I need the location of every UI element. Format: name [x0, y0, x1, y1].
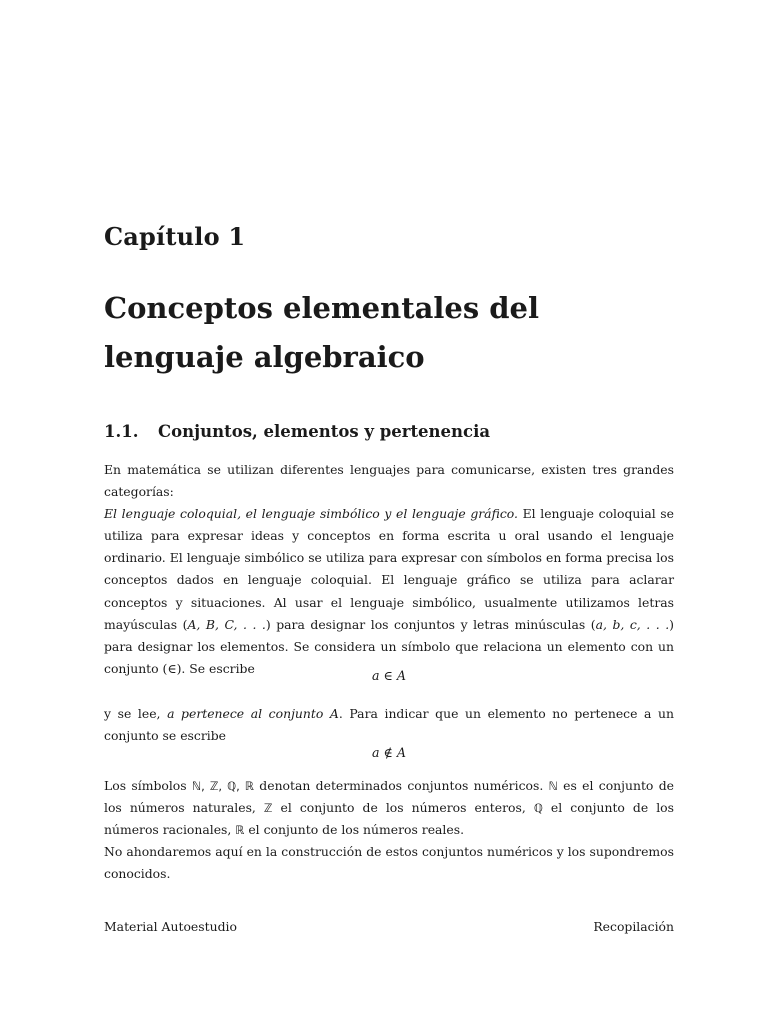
- formula-belongs: a ∈ A: [372, 668, 406, 683]
- symbol-naturals: ℕ: [548, 779, 558, 793]
- languages-text-c: ) para designar los elementos. Se considera un símbolo que relaciona un elemento con un conjunto (∈). Se escribe: [104, 616, 675, 676]
- chapter-title: Conceptos elementales del lenguaje algebraico: [104, 291, 540, 374]
- section-number: 1.1.: [104, 422, 139, 441]
- sets-text-d: el conjunto de los números enteros,: [272, 800, 534, 816]
- sets-text-a: Los símbolos: [104, 778, 192, 793]
- languages-text-b: ) para designar los conjuntos y letras minúsculas (: [265, 616, 596, 632]
- sets-text-f: el conjunto de los números reales.: [244, 822, 465, 838]
- paragraph-number-sets: [104, 775, 674, 885]
- membership-text-b: . Para indicar que un elemento no pertenece a un conjunto se escribe: [104, 706, 674, 744]
- membership-text-a: y se lee,: [104, 706, 168, 721]
- lowercase-list: a, b, c, . . .: [595, 616, 670, 632]
- sets-symbols: ℕ, ℤ, ℚ, ℝ: [191, 779, 254, 793]
- page-footer: [104, 919, 674, 934]
- symbol-integers: ℤ: [263, 801, 273, 816]
- footer-left: Material Autoestudio: [104, 919, 237, 934]
- symbol-rationals: ℚ: [533, 801, 543, 816]
- footer-right: Recopilación: [593, 919, 674, 934]
- languages-text-a: El lenguaje coloquial se utiliza para expresar ideas y conceptos en forma escrita u oral usando el lenguaje ordinario. El lenguaje simbólico se utiliza para expresar con símbolos en forma precisa los conceptos dados en lenguaje coloquial. El lenguaje gráfico se utiliza para aclarar conceptos y situaciones. Al usar el lenguaje simbólico, usualmente utilizamos letras mayúsculas (: [104, 506, 675, 632]
- symbol-reals: ℝ: [235, 823, 245, 838]
- categories-italic: El lenguaje coloquial, el lenguaje simbólico y el lenguaje gráfico.: [104, 506, 518, 522]
- paragraph-membership: [104, 703, 674, 747]
- closing-paragraph: No ahondaremos aquí en la construcción de estos conjuntos numéricos y los supondremos conocidos.: [104, 844, 674, 882]
- uppercase-list: A, B, C, . . .: [187, 616, 266, 632]
- paragraph-intro: [104, 459, 674, 680]
- section-title: Conjuntos, elementos y pertenencia: [158, 422, 491, 441]
- formula-not-belongs: a ∉ A: [372, 745, 406, 760]
- languages-paragraph: [104, 503, 674, 680]
- document-page: [104, 0, 674, 1024]
- sets-text-e: el conjunto de los números racionales,: [104, 800, 675, 838]
- number-sets-text: [104, 775, 674, 841]
- chapter-label: Capítulo 1: [104, 222, 246, 251]
- sets-text-b: denotan determinados conjuntos numéricos.: [253, 778, 549, 793]
- intro-text: En matemática se utilizan diferentes lenguajes para comunicarse, existen tres grandes categorías:: [104, 462, 674, 500]
- sets-text-c: es el conjunto de los números naturales,: [104, 778, 674, 816]
- section-heading: [104, 422, 490, 441]
- membership-italic: a pertenece al conjunto A: [167, 706, 339, 721]
